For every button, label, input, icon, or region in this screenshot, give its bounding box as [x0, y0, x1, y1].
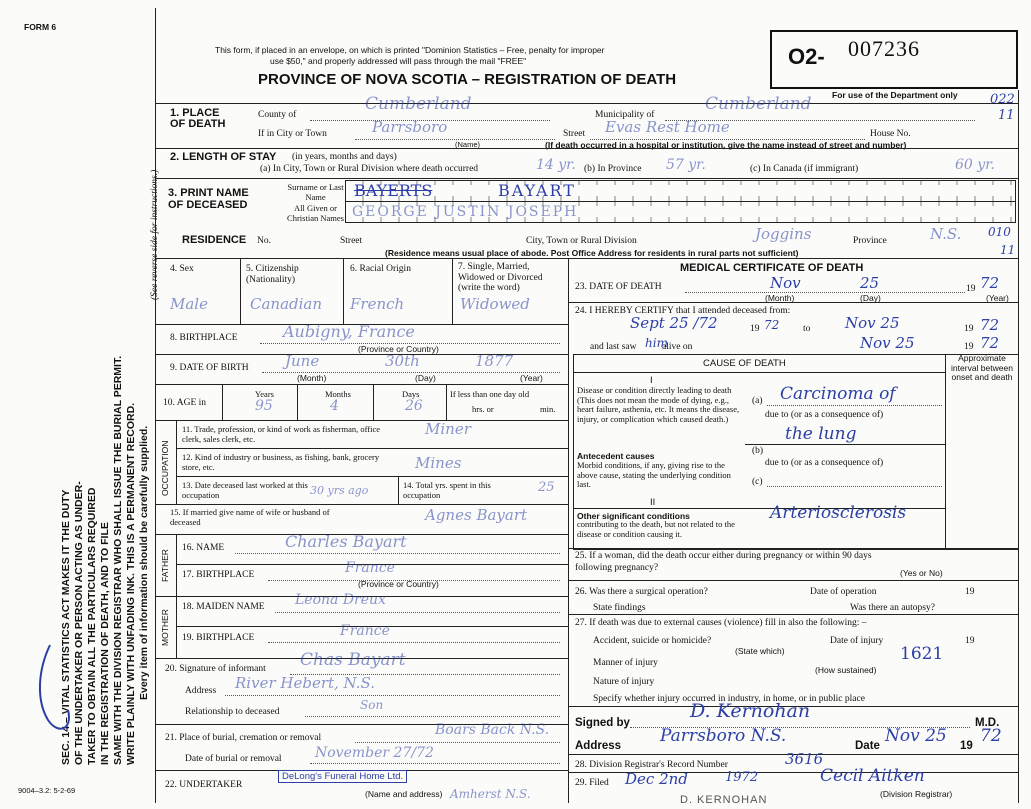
- header-notice-2: use $50," and properly addressed will pass through the mail "FREE": [270, 56, 527, 66]
- roman-one: I: [650, 375, 653, 386]
- age-months-value: 4: [330, 398, 339, 414]
- last-saw-word: him: [645, 336, 668, 350]
- nature-label: Nature of injury: [593, 677, 655, 687]
- registration-prefix: O2-: [788, 44, 825, 69]
- rule: [275, 612, 560, 613]
- rule: [446, 384, 447, 420]
- injury-date-label: Date of injury: [830, 636, 884, 646]
- medical-certificate-title: MEDICAL CERTIFICATE OF DEATH: [680, 262, 864, 274]
- mother-birthplace-label: 19. BIRTHPLACE: [182, 633, 255, 643]
- relationship-value: Son: [360, 698, 384, 712]
- rule: [767, 405, 942, 406]
- surname-label: Surname or Last Name: [287, 182, 344, 202]
- burial-date-label: Date of burial or removal: [185, 754, 282, 764]
- mother-name-label: 18. MAIDEN NAME: [182, 602, 265, 612]
- residence-code-2: 11: [1000, 243, 1016, 257]
- side-notice-line-7: Every item of information should be carefully supplied.: [138, 425, 150, 700]
- age-years-value: 95: [255, 398, 273, 414]
- father-name-value: Charles Bayart: [285, 532, 407, 551]
- mother-name-value: Leona Dreux: [295, 592, 386, 608]
- alive-year-value: 72: [980, 334, 1000, 352]
- informant-signature-label: 20. Signature of informant: [165, 664, 266, 674]
- burial-date-value: November 27/72: [315, 745, 434, 761]
- side-notice-line-2: OF THE UNDERTAKER OR PERSON ACTING AS UNDER-: [73, 481, 85, 765]
- length-of-stay-sub: (in years, months and days): [292, 152, 397, 162]
- rule: [225, 695, 560, 696]
- death-day-value: 25: [860, 274, 880, 292]
- age-months-label: Months: [325, 389, 351, 399]
- trade-value: Miner: [425, 420, 471, 438]
- roman-two: II: [650, 497, 656, 508]
- residence-no-label: No.: [257, 236, 271, 246]
- industry-label: 12. Kind of industry or business, as fishing, bank, grocery store, etc.: [182, 452, 380, 472]
- death-month-value: Nov: [770, 274, 801, 292]
- father-name-label: 16. NAME: [182, 543, 225, 553]
- death-month-sublabel: (Month): [765, 293, 795, 303]
- trade-label: 11. Trade, profession, or kind of work as fisherman, office clerk, sales clerk, etc.: [182, 424, 381, 444]
- rule: [268, 642, 560, 643]
- stay-city-label: (a) In City, Town or Rural Division where death occurred: [260, 164, 479, 174]
- specify-label: Specify whether injury occurred in industry, in home, or in public place: [593, 694, 865, 704]
- informant-signature-value: Chas Bayart: [300, 650, 406, 670]
- md-label: M.D.: [975, 717, 1000, 729]
- department-use-label: For use of the Department only: [832, 90, 958, 100]
- dob-month-sublabel: (Month): [297, 373, 327, 383]
- municipality-label: Municipality of: [595, 110, 655, 120]
- antecedent-label: Morbid conditions, if any, giving rise to the above cause, stating the underlying condition last.: [577, 460, 731, 490]
- rule: [176, 448, 568, 449]
- rule: [568, 614, 1018, 615]
- residence-province-label: Province: [853, 236, 887, 246]
- side-notice-line-3: TAKER TO OBTAIN ALL THE PARTICULARS REQUIRED: [86, 487, 98, 765]
- signed-by-label: Signed by: [575, 717, 630, 729]
- print-name-label: 3. PRINT NAME OF DECEASED: [168, 187, 249, 211]
- side-blue-mark: [28, 640, 78, 740]
- citizenship-value: Canadian: [250, 295, 323, 313]
- citizenship-label: 5. Citizenship (Nationality): [246, 264, 299, 285]
- side-notice-line-4: IN THE REGISTRATION OF DEATH, AND TO FILE: [99, 522, 111, 765]
- due-to-label-2: due to (or as a consequence of): [765, 458, 884, 468]
- dob-year-sublabel: (Year): [520, 373, 543, 383]
- father-birthplace-sublabel: (Province or Country): [358, 579, 439, 589]
- place-of-death-label: 1. PLACE OF DEATH: [170, 107, 226, 130]
- filed-label: 29. Filed: [575, 778, 609, 788]
- from-year-value: 72: [764, 318, 780, 332]
- last-saw-label: and last saw: [590, 342, 637, 352]
- marital-status-label: 7. Single, Married, Widowed or Divorced (write the word): [458, 262, 543, 293]
- rule: [155, 258, 1018, 259]
- street-label: Street: [563, 129, 586, 139]
- cause-a2-value: the lung: [785, 424, 857, 444]
- rule: [222, 384, 223, 420]
- to-year-value: 72: [980, 316, 1000, 334]
- residence-label: RESIDENCE: [182, 234, 247, 246]
- sex-label: 4. Sex: [170, 264, 194, 274]
- date-of-birth-label: 9. DATE OF BIRTH: [170, 363, 249, 373]
- rule: [310, 763, 560, 764]
- last-worked-value: 30 yrs ago: [310, 484, 369, 497]
- death-day-sublabel: (Day): [860, 293, 881, 303]
- total-years-value: 25: [538, 480, 555, 495]
- spouse-value: Agnes Bayart: [425, 506, 528, 524]
- street-value: Evas Rest Home: [605, 118, 730, 136]
- birthplace-label: 8. BIRTHPLACE: [170, 333, 238, 343]
- age-days-value: 26: [405, 398, 423, 414]
- from-year-prefix: 19: [750, 324, 760, 334]
- city-label: If in City or Town: [258, 129, 327, 139]
- residence-code-1: 010: [988, 225, 1011, 239]
- institution-note: (If death occurred in a hospital or institution, give the name instead of street and number): [545, 140, 907, 150]
- date-year-value: 72: [980, 726, 1002, 746]
- death-year-value: 72: [980, 274, 1000, 292]
- code-number: 1621: [900, 644, 944, 664]
- date-label: Date: [855, 740, 880, 752]
- rule: [235, 553, 560, 554]
- burial-place-label: 21. Place of burial, cremation or removal: [165, 733, 322, 743]
- rule: [685, 292, 965, 293]
- rule: [155, 420, 568, 421]
- rule: [945, 354, 946, 548]
- rule: [568, 548, 1018, 549]
- total-years-label: 14. Total yrs. spent in this occupation: [403, 480, 491, 500]
- dob-month-value: June: [285, 352, 320, 370]
- rule: [176, 534, 177, 596]
- column-divider: [568, 258, 569, 803]
- min-label: min.: [540, 404, 556, 414]
- antecedent-title: Antecedent causes: [577, 451, 655, 461]
- informant-address-value: River Hebert, N.S.: [235, 674, 375, 692]
- alive-year-prefix: 19: [964, 342, 974, 352]
- industry-value: Mines: [415, 454, 462, 472]
- burial-place-value: Boars Back N.S.: [435, 722, 550, 738]
- attended-to-value: Nov 25: [845, 314, 900, 332]
- certify-label: 24. I HEREBY CERTIFY that I attended deceased from:: [575, 306, 791, 316]
- racial-origin-value: French: [350, 295, 405, 313]
- rule: [155, 504, 568, 505]
- racial-origin-label: 6. Racial Origin: [350, 264, 411, 274]
- to-label: to: [803, 324, 811, 334]
- operation-date-label: Date of operation: [810, 587, 877, 597]
- undertaker-stamp: DeLong's Funeral Home Ltd.: [278, 770, 407, 783]
- filed-value: Dec 2nd: [625, 770, 688, 788]
- rule: [176, 476, 568, 477]
- father-side-label: FATHER: [160, 549, 170, 582]
- injury-year-prefix: 19: [965, 636, 975, 646]
- form-footer-code: 9004–3.2: 5-2-69: [18, 786, 76, 795]
- length-of-stay-label: 2. LENGTH OF STAY: [170, 151, 277, 163]
- residence-street-label: Street: [340, 236, 363, 246]
- stay-canada-label: (c) In Canada (if immigrant): [750, 164, 859, 174]
- registration-number: 007236: [848, 36, 920, 61]
- yes-no-label: (Yes or No): [900, 568, 943, 578]
- rule: [176, 420, 177, 504]
- cause-c-letter: (c): [752, 477, 763, 487]
- undertaker-sublabel: (Name and address): [365, 789, 443, 799]
- record-number-label: 28. Division Registrar's Record Number: [575, 760, 728, 770]
- dob-year-value: 1877: [475, 352, 514, 370]
- birthplace-sublabel: (Province or Country): [358, 344, 439, 354]
- left-frame: [155, 8, 156, 803]
- last-worked-label: 13. Date deceased last worked at this occupation: [182, 480, 308, 500]
- interval-label: Approximate interval between onset and death: [951, 353, 1013, 382]
- department-code-2: 11: [998, 108, 1015, 123]
- residence-note: (Residence means usual place of abode. Post Office Address for residents in rural parts not sufficient): [385, 248, 799, 258]
- residence-city-label: City, Town or Rural Division: [526, 236, 637, 246]
- rule: [155, 148, 1018, 149]
- rule: [355, 742, 560, 743]
- hrs-label: hrs. or: [472, 404, 494, 414]
- rule: [240, 258, 241, 324]
- side-notice-line-1: SEC. 14 – VITAL STATISTICS ACT MAKES IT THE DUTY: [60, 489, 72, 765]
- birthplace-value: Aubigny, France: [283, 322, 415, 341]
- municipality-value: Cumberland: [705, 94, 812, 114]
- stay-canada-value: 60 yr.: [955, 157, 995, 173]
- rule: [155, 178, 1018, 179]
- given-name-value: GEORGE JUSTIN JOSEPH: [352, 204, 579, 220]
- rule: [155, 103, 1018, 104]
- external-causes-question: 27. If death was due to external causes (violence) fill in also the following: –: [575, 618, 867, 628]
- spouse-label: 15. If married give name of wife or husband of deceased: [170, 507, 330, 527]
- surname-value: BAYART: [498, 181, 576, 200]
- residence-province-value: N.S.: [930, 225, 962, 243]
- rule: [297, 384, 298, 420]
- state-findings-label: State findings: [593, 603, 646, 613]
- pregnancy-question: 25. If a woman, did the death occur either during pregnancy or within 90 days following pregnancy?: [575, 551, 872, 573]
- sex-value: Male: [170, 295, 208, 313]
- accident-label: Accident, suicide or homicide?: [593, 636, 712, 646]
- undertaker-address-value: Amherst N.S.: [450, 787, 531, 801]
- rule: [745, 444, 945, 445]
- address-value: Parrsboro N.S.: [660, 726, 787, 746]
- form-number: FORM 6: [24, 22, 57, 32]
- operation-year-prefix: 19: [965, 587, 975, 597]
- death-year-prefix: 19: [966, 284, 976, 294]
- department-code-1: 022: [990, 92, 1015, 107]
- rule: [373, 384, 374, 420]
- state-which-label: (State which): [735, 646, 785, 656]
- date-of-death-label: 23. DATE OF DEATH: [575, 282, 662, 292]
- filed-registrar-signature: Cecil Aitken: [820, 766, 925, 786]
- rule: [155, 384, 568, 385]
- manner-label: Manner of injury: [593, 658, 658, 668]
- rule: [573, 372, 945, 373]
- rule: [305, 716, 560, 717]
- rule: [343, 258, 344, 324]
- division-registrar-label: (Division Registrar): [880, 789, 953, 799]
- city-value: Parrsboro: [372, 118, 448, 136]
- marital-status-value: Widowed: [460, 295, 530, 313]
- county-value: Cumberland: [365, 94, 472, 114]
- rule: [568, 302, 1018, 303]
- signed-by-value: D. Kernohan: [690, 700, 811, 722]
- other-conditions-title: Other significant conditions: [577, 511, 690, 521]
- mother-side-label: MOTHER: [160, 609, 170, 646]
- page-title: PROVINCE OF NOVA SCOTIA – REGISTRATION OF DEATH: [258, 71, 677, 88]
- age-label: 10. AGE in: [163, 398, 207, 408]
- father-birthplace-value: France: [345, 560, 395, 576]
- record-number-value: 3616: [785, 750, 824, 768]
- residence-city-value: Joggins: [755, 225, 812, 243]
- alive-on-label: alive on: [662, 342, 693, 352]
- mother-birthplace-value: France: [340, 623, 390, 639]
- due-to-label-1: due to (or as a consequence of): [765, 410, 884, 420]
- age-years-label: Years: [255, 389, 274, 399]
- county-label: County of: [258, 110, 297, 120]
- disease-label: Disease or condition directly leading to death (This does not mean the mode of dying, e.g., heart failure, asthenia, etc. It means the disease, injury, or complication which caused death.): [577, 385, 740, 424]
- footer-printed-name: D. KERNOHAN: [680, 794, 768, 806]
- surname-struck: BAYERTS: [354, 181, 433, 200]
- relationship-label: Relationship to deceased: [185, 707, 280, 717]
- to-year-prefix: 19: [964, 324, 974, 334]
- other-conditions-value: Arteriosclerosis: [770, 503, 907, 523]
- undertaker-label: 22. UNDERTAKER: [165, 780, 243, 790]
- stay-city-value: 14 yr.: [536, 157, 576, 173]
- side-notice-line-5: SAME WITH THE DIVISION REGISTRAR WHO SHALL ISSUE THE BURIAL PERMIT.: [112, 355, 124, 765]
- cause-a-value: Carcinoma of: [780, 384, 896, 404]
- header-notice-1: This form, if placed in an envelope, on which is printed "Dominion Statistics – Free, penalty for improper: [215, 45, 605, 55]
- name-sublabel: (Name): [455, 140, 481, 149]
- less-than-day-label: If less than one day old: [450, 389, 530, 399]
- house-label: House No.: [870, 129, 911, 139]
- death-year-sublabel: (Year): [986, 293, 1009, 303]
- father-birthplace-label: 17. BIRTHPLACE: [182, 570, 255, 580]
- other-conditions-label: contributing to the death, but not related to the disease or condition causing it.: [577, 519, 735, 539]
- cause-a-letter: (a): [752, 396, 763, 406]
- side-notice-line-6: WRITE PLAINLY WITH UNFADING INK. THIS IS A PERMANENT RECORD.: [125, 402, 137, 765]
- surgery-question: 26. Was there a surgical operation?: [575, 587, 708, 597]
- filed-year-value: 1972: [725, 770, 759, 785]
- date-year-prefix: 19: [960, 740, 973, 752]
- rule: [452, 258, 453, 324]
- address-label: Address: [575, 740, 622, 752]
- cause-of-death-title: CAUSE OF DEATH: [703, 358, 786, 369]
- rule: [398, 476, 399, 504]
- rule: [176, 596, 177, 658]
- occupation-side-label: OCCUPATION: [160, 440, 170, 496]
- dob-day-sublabel: (Day): [415, 373, 436, 383]
- dob-day-value: 30th: [385, 352, 420, 370]
- alive-on-value: Nov 25: [860, 334, 915, 352]
- how-sustained-label: (How sustained): [815, 665, 877, 675]
- side-instructions: (See reverse side for instructions.): [150, 169, 160, 300]
- date-value: Nov 25: [885, 726, 947, 746]
- given-name-label: All Given or Christian Names: [287, 203, 344, 223]
- stay-province-value: 57 yr.: [666, 157, 706, 173]
- autopsy-question: Was there an autopsy?: [850, 603, 935, 613]
- age-days-label: Days: [402, 389, 420, 399]
- rule: [767, 486, 942, 487]
- cause-b-letter: (b): [752, 446, 764, 456]
- attended-from-value: Sept 25 /72: [630, 314, 718, 332]
- rule: [568, 580, 1018, 581]
- stay-province-label: (b) In Province: [584, 164, 642, 174]
- informant-address-label: Address: [185, 686, 217, 696]
